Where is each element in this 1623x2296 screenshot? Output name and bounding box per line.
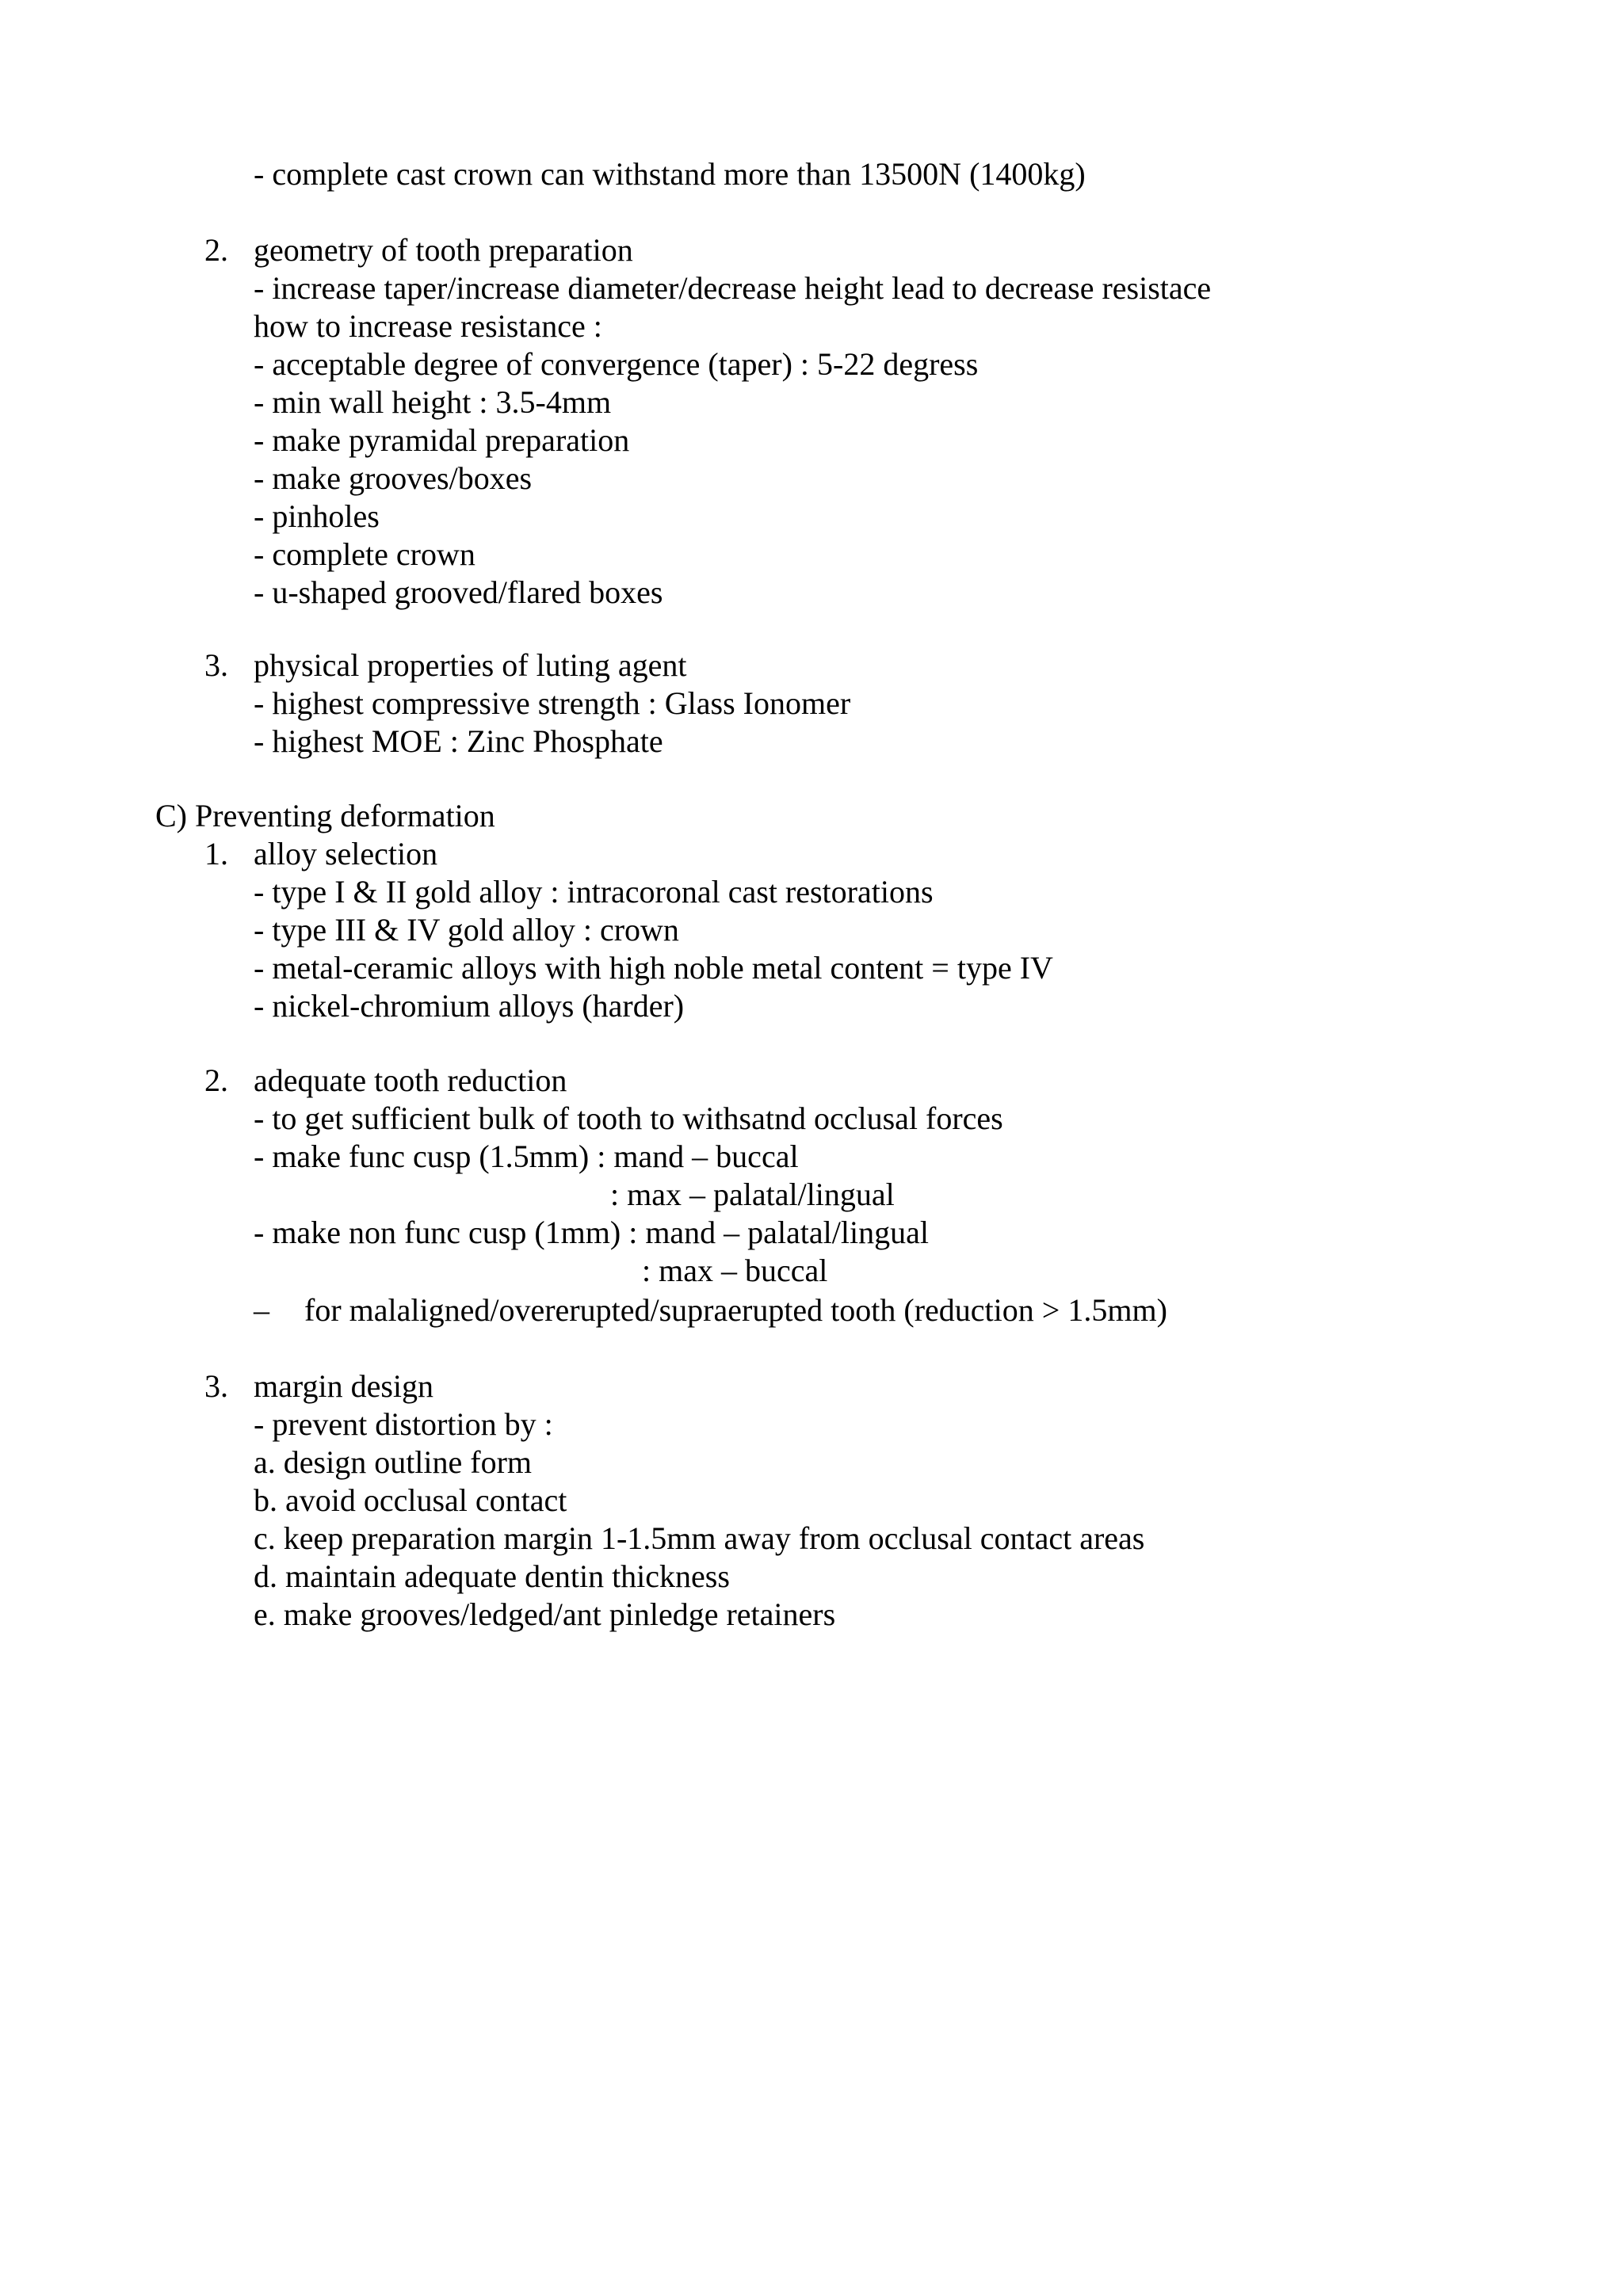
list-item-line: - to get sufficient bulk of tooth to withsatnd occlusal forces xyxy=(254,1100,1003,1136)
list-item-line: - metal-ceramic alloys with high noble metal content = type IV xyxy=(254,950,1053,986)
list-item-line: - nickel-chromium alloys (harder) xyxy=(254,988,685,1024)
list-item-line: - pinholes xyxy=(254,498,380,534)
dash-bullet: – xyxy=(254,1292,269,1328)
list-item-line: - acceptable degree of convergence (taper) : 5-22 degress xyxy=(254,346,979,382)
list-item-line: : max – palatal/lingual xyxy=(610,1177,895,1212)
list-item-line: - highest compressive strength : Glass Ionomer xyxy=(254,685,851,721)
list-item-line: - type III & IV gold alloy : crown xyxy=(254,912,679,948)
section-heading: C) Preventing deformation xyxy=(155,798,495,833)
list-item-line: e. make grooves/ledged/ant pinledge retainers xyxy=(254,1596,836,1632)
list-item-title: adequate tooth reduction xyxy=(254,1062,567,1098)
list-item-line: - make grooves/boxes xyxy=(254,460,533,496)
list-item-line: - type I & II gold alloy : intracoronal cast restorations xyxy=(254,874,934,910)
list-item-title: physical properties of luting agent xyxy=(254,647,687,683)
list-item-line: - make pyramidal preparation xyxy=(254,422,630,458)
list-item-line: - increase taper/increase diameter/decrease height lead to decrease resistace xyxy=(254,270,1212,306)
list-item-line: - make func cusp (1.5mm) : mand – buccal xyxy=(254,1138,799,1174)
list-number: 3. xyxy=(204,1368,228,1404)
list-item-line: how to increase resistance : xyxy=(254,308,602,344)
list-item-line: b. avoid occlusal contact xyxy=(254,1482,567,1518)
list-item-line: - u-shaped grooved/flared boxes xyxy=(254,574,663,610)
list-item-line: - prevent distortion by : xyxy=(254,1406,553,1442)
list-item-line: c. keep preparation margin 1-1.5mm away from occlusal contact areas xyxy=(254,1520,1145,1556)
list-item-line: - make non func cusp (1mm) : mand – palatal/lingual xyxy=(254,1215,929,1250)
list-item-line: a. design outline form xyxy=(254,1444,533,1480)
list-item-line: - min wall height : 3.5-4mm xyxy=(254,384,612,420)
list-number: 3. xyxy=(204,647,228,683)
list-number: 2. xyxy=(204,1062,228,1098)
list-item-line: for malaligned/overerupted/supraerupted tooth (reduction > 1.5mm) xyxy=(304,1292,1167,1328)
intro-line: - complete cast crown can withstand more than 13500N (1400kg) xyxy=(254,156,1086,192)
list-item-line: - highest MOE : Zinc Phosphate xyxy=(254,723,663,759)
list-number: 2. xyxy=(204,232,228,268)
list-item-line: : max – buccal xyxy=(642,1253,828,1288)
list-item-title: margin design xyxy=(254,1368,434,1404)
list-item-title: geometry of tooth preparation xyxy=(254,232,633,268)
list-item-line: d. maintain adequate dentin thickness xyxy=(254,1558,730,1594)
list-item-title: alloy selection xyxy=(254,836,438,871)
list-item-line: - complete crown xyxy=(254,536,475,572)
list-number: 1. xyxy=(204,836,228,871)
